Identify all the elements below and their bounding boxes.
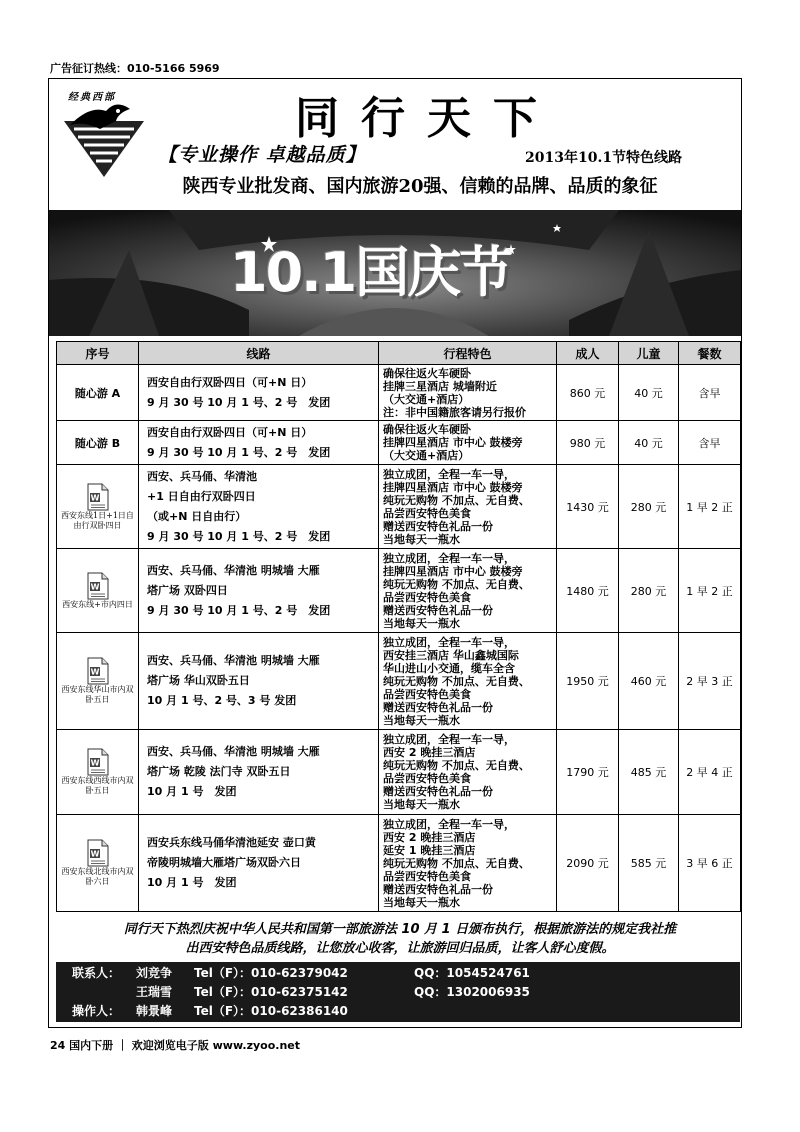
routes-table — [56, 341, 741, 912]
col-header-meals: 餐数 — [679, 342, 741, 365]
word-document-icon — [87, 748, 109, 776]
row-route — [139, 421, 379, 465]
notice-text — [90, 920, 710, 958]
slogan: 【专业操作 卓越品质】 — [158, 144, 366, 166]
col-header-route: 线路 — [139, 342, 379, 365]
subtitle: 2013年10.1节特色线路 — [525, 150, 683, 166]
doc-caption: 西安东线1日+1日自由行双卧四日 — [61, 510, 134, 530]
page-footer: 24 国内下册 ｜ 欢迎浏览电子版 www.zyoo.net — [50, 1039, 301, 1052]
doc-caption: 西安东线西线市内双卧五日 — [61, 776, 134, 795]
doc-attachment[interactable] — [57, 572, 138, 610]
brand-title: 同行天下 — [295, 93, 559, 144]
col-header-adult: 成人 — [557, 342, 619, 365]
row-seq: 随心游 B — [57, 421, 139, 465]
contact-name: 韩景峰 — [136, 1004, 173, 1018]
route-line: 塔广场 双卧四日 — [147, 583, 228, 597]
contact-qq: QQ：1054524761 — [414, 966, 530, 980]
feature-line: 华山进山小交通，缆车全含 — [383, 661, 515, 675]
feature-line: 西安 2 晚挂三酒店 — [383, 746, 476, 759]
row-features — [379, 549, 557, 633]
feature-line: 西安 2 晚挂三酒店 — [383, 830, 476, 844]
table-row — [57, 815, 741, 912]
row-child-price: 280 元 — [619, 465, 679, 549]
doc-attachment[interactable] — [57, 483, 138, 531]
table-row — [57, 421, 741, 465]
feature-line: 品尝西安特色美食 — [383, 506, 471, 520]
feature-line: 品尝西安特色美食 — [383, 772, 471, 785]
table-row — [57, 730, 741, 815]
feature-line: 纯玩无购物 不加点、无自费、 — [383, 856, 530, 870]
row-adult-price: 1430 元 — [557, 465, 619, 549]
doc-caption: 西安东线北线市内双卧六日 — [61, 867, 134, 886]
svg-text:W: W — [90, 667, 99, 677]
row-route — [139, 730, 379, 815]
row-features — [379, 421, 557, 465]
feature-line: 纯玩无购物 不加点、无自费、 — [383, 493, 530, 507]
contact-tel: Tel（F）：010-62379042 — [194, 966, 348, 980]
contact-row — [56, 1002, 740, 1020]
row-features — [379, 465, 557, 549]
row-meals: 1 早 2 正 — [679, 465, 741, 549]
operator-label: 操作人： — [72, 1004, 121, 1018]
svg-text:W: W — [90, 582, 99, 591]
contact-row — [56, 983, 740, 1001]
row-meals: 含早 — [679, 365, 741, 421]
row-meals: 2 早 4 正 — [679, 730, 741, 815]
table-row — [57, 465, 741, 549]
feature-line: （大交通+酒店） — [383, 449, 470, 462]
row-seq — [57, 549, 139, 633]
feature-line: 当地每天一瓶水 — [383, 895, 460, 909]
col-header-child: 儿童 — [619, 342, 679, 365]
notice-line: 同行天下热烈庆祝中华人民共和国第一部旅游法 10 月 1 日颁布执行，根据旅游法的规定我社推 — [123, 922, 677, 937]
feature-line: 西安挂三酒店 华山鑫城国际 — [383, 648, 519, 662]
contact-qq: QQ：1302006935 — [414, 985, 530, 999]
contact-name: 刘竞争 — [136, 966, 173, 980]
svg-text:W: W — [90, 758, 99, 768]
feature-line: 品尝西安特色美食 — [383, 590, 471, 604]
route-line: +1 日自由行双卧四日 — [147, 489, 256, 503]
route-line: 9 月 30 号 10 月 1 号、2 号 发团 — [147, 395, 331, 409]
table-row — [57, 633, 741, 730]
row-seq — [57, 730, 139, 815]
route-line: 10 月 1 号 发团 — [147, 876, 237, 889]
feature-line: 确保往返火车硬卧 — [383, 423, 471, 436]
word-document-icon — [87, 572, 109, 600]
row-adult-price: 2090 元 — [557, 815, 619, 912]
route-line: 塔广场 乾陵 法门寺 双卧五日 — [147, 765, 291, 778]
route-line: 10 月 1 号、2 号、3 号 发团 — [147, 694, 297, 707]
row-meals: 含早 — [679, 421, 741, 465]
notice-line: 出西安特色品质线路，让您放心收客，让旅游回归品质，让客人舒心度假。 — [185, 941, 615, 956]
route-line: 9 月 30 号 10 月 1 号、2 号 发团 — [147, 603, 331, 617]
route-line: 9 月 30 号 10 月 1 号、2 号 发团 — [147, 445, 331, 459]
row-adult-price: 1790 元 — [557, 730, 619, 815]
feature-line: 挂牌四星酒店 市中心 鼓楼旁 — [383, 564, 523, 578]
svg-text:W: W — [90, 849, 99, 859]
route-line: 9 月 30 号 10 月 1 号、2 号 发团 — [147, 529, 331, 543]
feature-line: 赠送西安特色礼品一份 — [383, 603, 493, 617]
doc-attachment[interactable] — [57, 657, 138, 705]
row-child-price: 585 元 — [619, 815, 679, 912]
row-meals: 1 早 2 正 — [679, 549, 741, 633]
feature-line: 当地每天一瓶水 — [383, 532, 460, 546]
row-adult-price: 1480 元 — [557, 549, 619, 633]
tagline: 陕西专业批发商、国内旅游20强、信赖的品牌、品质的象征 — [182, 176, 658, 197]
col-header-seq: 序号 — [57, 342, 139, 365]
row-route — [139, 815, 379, 912]
feature-line: 独立成团，全程一车一导， — [383, 635, 515, 649]
route-line: （或+N 日自由行） — [147, 509, 247, 523]
route-line: 西安、兵马俑、华清池 明城墙 大雁 — [147, 563, 320, 577]
feature-line: 挂牌四星酒店 市中心 鼓楼旁 — [383, 436, 523, 449]
row-adult-price: 1950 元 — [557, 633, 619, 730]
word-document-icon — [87, 839, 109, 867]
feature-line: 品尝西安特色美食 — [383, 869, 471, 883]
row-route — [139, 633, 379, 730]
row-seq — [57, 465, 139, 549]
row-seq: 随心游 A — [57, 365, 139, 421]
svg-text:W: W — [90, 493, 99, 502]
route-line: 西安兵东线马俑华清池延安 壶口黄 — [147, 836, 316, 849]
table-row — [57, 549, 741, 633]
row-child-price: 40 元 — [619, 365, 679, 421]
row-route — [139, 465, 379, 549]
feature-line: 赠送西安特色礼品一份 — [383, 519, 493, 533]
contact-tel: Tel（F）：010-62386140 — [194, 1004, 348, 1018]
row-features — [379, 815, 557, 912]
feature-line: 挂牌四星酒店 市中心 鼓楼旁 — [383, 480, 523, 494]
row-meals: 3 早 6 正 — [679, 815, 741, 912]
feature-line: 纯玩无购物 不加点、无自费、 — [383, 577, 530, 591]
ad-hotline: 广告征订热线：010-5166 5969 — [50, 62, 220, 75]
route-line: 西安、兵马俑、华清池 — [147, 469, 257, 483]
row-seq — [57, 815, 139, 912]
table-header-row — [57, 342, 741, 365]
route-line: 塔广场 华山双卧五日 — [147, 674, 250, 687]
col-header-features: 行程特色 — [379, 342, 557, 365]
feature-line: 延安 1 晚挂三酒店 — [383, 843, 476, 857]
logo-text: 经典西部 — [68, 92, 116, 103]
feature-line: 纯玩无购物 不加点、无自费、 — [383, 674, 530, 688]
route-line: 10 月 1 号 发团 — [147, 785, 237, 798]
feature-line: 赠送西安特色礼品一份 — [383, 700, 493, 714]
row-child-price: 40 元 — [619, 421, 679, 465]
feature-line: （大交通+酒店） — [383, 392, 470, 406]
doc-attachment[interactable] — [57, 748, 138, 796]
feature-line: 当地每天一瓶水 — [383, 798, 460, 811]
feature-line: 挂牌三星酒店 城墙附近 — [383, 379, 497, 393]
feature-line: 纯玩无购物 不加点、无自费、 — [383, 759, 530, 772]
row-child-price: 280 元 — [619, 549, 679, 633]
route-line: 西安自由行双卧四日（可+N 日） — [147, 425, 313, 439]
doc-caption: 西安东线华山市内双卧五日 — [61, 685, 134, 704]
feature-line: 独立成团，全程一车一导， — [383, 733, 515, 746]
route-line: 帝陵明城墙大雁塔广场双卧六日 — [147, 856, 301, 869]
feature-line: 独立成团，全程一车一导， — [383, 817, 515, 831]
contact-panel — [56, 962, 740, 1022]
row-seq — [57, 633, 139, 730]
row-adult-price: 980 元 — [557, 421, 619, 465]
doc-caption: 西安东线+市内四日 — [62, 599, 133, 609]
word-document-icon — [87, 483, 109, 511]
row-route — [139, 549, 379, 633]
feature-line: 当地每天一瓶水 — [383, 713, 460, 727]
doc-attachment[interactable] — [57, 839, 138, 887]
feature-line: 品尝西安特色美食 — [383, 687, 471, 701]
feature-line: 独立成团，全程一车一导， — [383, 551, 515, 565]
feature-line: 独立成团，全程一车一导， — [383, 467, 515, 481]
feature-line: 注：非中国籍旅客请另行报价 — [383, 405, 526, 419]
contact-row — [56, 964, 740, 982]
feature-line: 确保往返火车硬卧 — [383, 366, 471, 380]
contact-name: 王瑞雪 — [136, 985, 173, 999]
row-route — [139, 365, 379, 421]
word-document-icon — [87, 657, 109, 685]
row-meals: 2 早 3 正 — [679, 633, 741, 730]
banner-title: 10.1国庆节 — [230, 241, 512, 304]
row-child-price: 460 元 — [619, 633, 679, 730]
row-child-price: 485 元 — [619, 730, 679, 815]
row-features — [379, 365, 557, 421]
contact-tel: Tel（F）：010-62375142 — [194, 985, 348, 999]
route-line: 西安、兵马俑、华清池 明城墙 大雁 — [147, 654, 320, 667]
contact-label: 联系人： — [72, 966, 121, 980]
feature-line: 赠送西安特色礼品一份 — [383, 882, 493, 896]
route-line: 西安自由行双卧四日（可+N 日） — [147, 375, 313, 389]
row-features — [379, 633, 557, 730]
feature-line: 赠送西安特色礼品一份 — [383, 785, 493, 798]
table-row — [57, 365, 741, 421]
feature-line: 当地每天一瓶水 — [383, 616, 460, 630]
row-features — [379, 730, 557, 815]
row-adult-price: 860 元 — [557, 365, 619, 421]
route-line: 西安、兵马俑、华清池 明城墙 大雁 — [147, 745, 320, 758]
